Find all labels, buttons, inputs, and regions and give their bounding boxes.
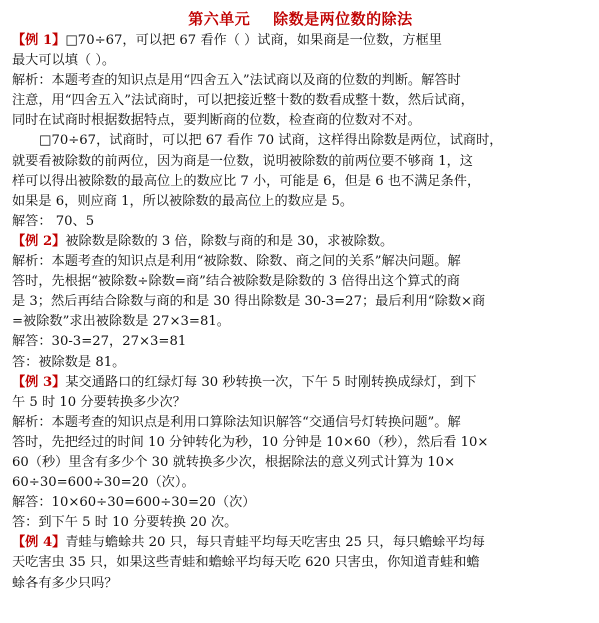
example-1-analysis-line: 注意，用“四舍五入”法试商时，可以把接近整十数的数看成整十数，然后试商， — [12, 93, 474, 109]
example-3-analysis-line: 解析：本题考查的知识点是利用口算除法知识解答“交通信号灯转换问题”。解 — [12, 414, 461, 430]
example-4-question-line-2: 天吃害虫 35 只，如果这些青蛙和蟾蜍平均每天吃 620 只害虫，你知道青蛙和蟾 — [12, 555, 480, 571]
example-1-analysis-line: 同时在试商时根据数据特点，要判断商的位数，检查商的位数对不对。 — [12, 113, 421, 129]
example-3-analysis-line: 60÷30=600÷30=20（次）。 — [12, 475, 195, 491]
example-1-question-text: □70÷67，可以把 67 看作（ ）试商，如果商是一位数，方框里 — [65, 33, 442, 48]
example-1-analysis-line: □70÷67，试商时，可以把 67 看作 70 试商，这样得出除数是两位，试商时， — [39, 133, 503, 149]
example-2-question — [12, 232, 589, 252]
example-4-question-line-1 — [12, 533, 589, 553]
example-3-question-line-2: 午 5 时 10 分要转换多少次？ — [12, 394, 186, 410]
example-4-question-line-3: 蜍各有多少只吗？ — [12, 575, 118, 591]
example-2-answer: 答：被除数是 81。 — [12, 354, 126, 370]
example-3-question-line-1 — [12, 373, 589, 393]
example-2-analysis-line: 是 3；然后再结合除数与商的和是 30 得出除数是 30-3=27；最后利用“除数×商 — [12, 294, 486, 310]
example-2-label: 【例 2】 — [12, 233, 66, 249]
example-4-question-text: 青蛙与蟾蜍共 20 只，每只青蛙平均每天吃害虫 25 只，每只蟾蜍平均每 — [65, 535, 485, 551]
example-1-question-line-1 — [12, 31, 589, 51]
example-1-analysis-line: 样可以得出被除数的最高位上的数应比 7 小，可能是 6，但是 6 也不满足条件， — [12, 173, 481, 189]
example-2-answer: 解答：30-3=27，27×3=81 — [12, 334, 187, 350]
example-1-analysis-line: 解析：本题考查的知识点是用“四舍五入”法试商以及商的位数的判断。解答时 — [12, 73, 461, 89]
example-2-question-text: 被除数是除数的 3 倍，除数与商的和是 30，求被除数。 — [65, 233, 394, 249]
example-1-answer: 解答： 70、5 — [12, 213, 95, 229]
example-3-analysis-line: 60（秒）里含有多少个 30 就转换多少次，根据除法的意义列式计算为 10× — [12, 454, 456, 470]
example-3-analysis-line: 答时，先把经过的时间 10 分钟转化为秒，10 分钟是 10×60（秒），然后看 10× — [12, 434, 489, 450]
example-3-answer: 答：到下午 5 时 10 分要转换 20 次。 — [12, 515, 238, 531]
example-3-label: 【例 3】 — [12, 374, 66, 390]
example-1-label: 【例 1】 — [12, 33, 66, 48]
example-1-analysis-line: 如果是 6，则应商 1，所以被除数的最高位上的数应是 5。 — [12, 193, 354, 209]
example-1-question-line-2: 最大可以填（ ）。 — [12, 53, 116, 69]
example-2-analysis-line: =被除数”求出被除数是 27×3=81。 — [12, 314, 230, 330]
example-4-label: 【例 4】 — [12, 535, 66, 551]
page-title: 第六单元 除数是两位数的除法 — [188, 10, 413, 28]
example-1-analysis-line: 就要看被除数的前两位，因为商是一位数，说明被除数的前两位要不够商 1，这 — [12, 153, 473, 169]
example-2-analysis-line: 解析：本题考查的知识点是利用“被除数、除数、商之间的关系”解决问题。解 — [12, 254, 461, 270]
example-2-analysis-line: 答时，先根据“被除数÷除数=商”结合被除数是除数的 3 倍得出这个算式的商 — [12, 274, 460, 290]
example-3-question-text: 某交通路口的红绿灯每 30 秒转换一次，下午 5 时刚转换成绿灯，到下 — [65, 374, 477, 390]
example-3-answer: 解答：10×60÷30=600÷30=20（次） — [12, 495, 256, 511]
